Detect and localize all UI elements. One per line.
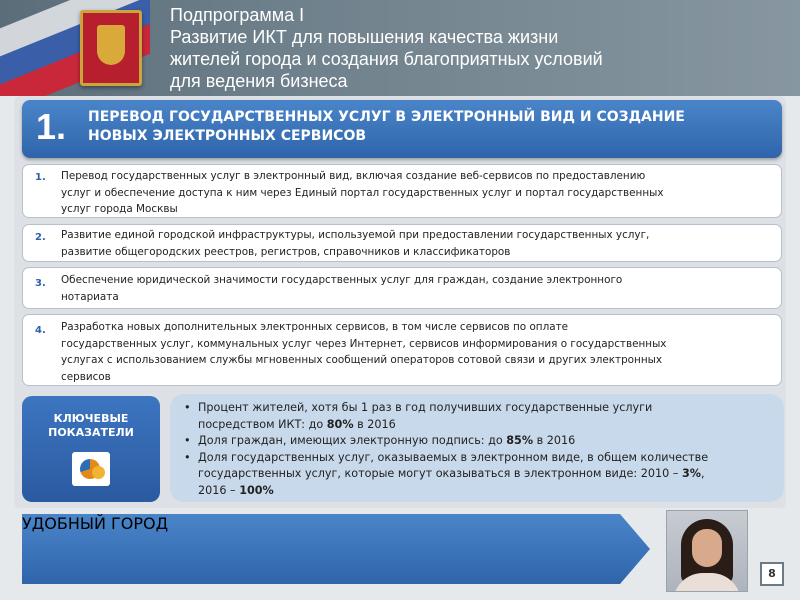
footer-label: УДОБНЫЙ ГОРОД (22, 514, 169, 533)
item-text-line: развитие общегородских реестров, регистров, справочников и классификаторов (61, 245, 511, 258)
item-number: 3. (35, 278, 46, 289)
pie-chart-icon (72, 452, 110, 486)
key-indicators-label (22, 412, 160, 440)
title-line: Развитие ИКТ для повышения качества жизни (170, 27, 559, 47)
indicator-text: государственных услуг, которые могут оказываться в электронном виде: 2010 – (198, 467, 682, 480)
list-item (22, 164, 782, 218)
page-number: 8 (760, 562, 784, 586)
indicator-text: 2016 – (198, 483, 240, 497)
header-bar (0, 0, 800, 96)
section-number: 1. (36, 106, 67, 147)
item-text-line: нотариата (61, 290, 119, 303)
indicator-text: Процент жителей, хотя бы 1 раз в год получивших государственные услуги (198, 401, 653, 414)
item-text (61, 168, 767, 218)
item-text (61, 319, 767, 385)
key-indicators-label-line: КЛЮЧЕВЫЕ (53, 412, 129, 425)
item-number: 1. (35, 172, 46, 183)
item-text-line: государственных услуг, коммунальных услуг через Интернет, сервисов информирования о государственных (61, 337, 667, 350)
item-text (61, 227, 767, 260)
indicator-item (184, 400, 774, 433)
item-text-line: Обеспечение юридической значимости государственных услуг для граждан, создание электронного (61, 274, 623, 286)
title-line: жителей города и создания благоприятных условий (170, 49, 603, 69)
indicator-value: 80% (326, 417, 354, 431)
item-text (61, 272, 767, 305)
title-line: Подпрограмма I (170, 5, 305, 25)
indicator-text: посредством ИКТ: до (198, 417, 327, 431)
list-item (22, 314, 782, 386)
item-text-line: услугах с использованием службы мгновенных сообщений операторов сотовой связи и других электронных (61, 354, 662, 366)
page-title (170, 4, 790, 92)
indicator-item (184, 433, 774, 450)
item-text-line: Разработка новых дополнительных электронных сервисов, в том числе сервисов по оплате (61, 321, 569, 333)
item-text-line: Перевод государственных услуг в электронный вид, включая создание веб-сервисов по предоставлению (61, 170, 646, 182)
indicator-value: 3% (681, 467, 701, 480)
indicator-text: в 2016 (353, 417, 396, 431)
official-portrait (666, 510, 748, 592)
item-text-line: услуг города Москвы (61, 203, 178, 215)
key-indicators-list (170, 394, 784, 502)
item-text-line: сервисов (61, 370, 111, 383)
title-line: для ведения бизнеса (170, 71, 348, 91)
list-item (22, 267, 782, 309)
item-text-line: услуг и обеспечение доступа к ним через Единый портал государственных услуг и портал государственных (61, 186, 664, 199)
indicator-text: в 2016 (533, 434, 576, 447)
list-item (22, 224, 782, 262)
indicator-value: 85% (506, 434, 534, 447)
indicator-text: Доля граждан, имеющих электронную подпись: до (198, 434, 507, 447)
indicator-value: 100% (239, 483, 274, 497)
indicator-text: , (700, 467, 705, 480)
section-title-line: ПЕРЕВОД ГОСУДАРСТВЕННЫХ УСЛУГ В ЭЛЕКТРОННЫЙ ВИД И СОЗДАНИЕ (88, 109, 685, 125)
key-indicators-label-box (22, 396, 160, 502)
section-title (88, 108, 778, 146)
moscow-coat-of-arms-icon (80, 10, 142, 86)
item-number: 2. (35, 232, 46, 243)
indicator-text: Доля государственных услуг, оказываемых в электронном виде, в общем количестве (198, 450, 709, 464)
item-text-line: Развитие единой городской инфраструктуры, используемой при предоставлении государственных услуг, (61, 229, 650, 241)
key-indicators-label-line: ПОКАЗАТЕЛИ (48, 426, 134, 439)
indicator-item (184, 450, 774, 500)
item-number: 4. (35, 325, 46, 336)
section-title-line: НОВЫХ ЭЛЕКТРОННЫХ СЕРВИСОВ (88, 128, 367, 144)
section-banner (22, 100, 782, 158)
